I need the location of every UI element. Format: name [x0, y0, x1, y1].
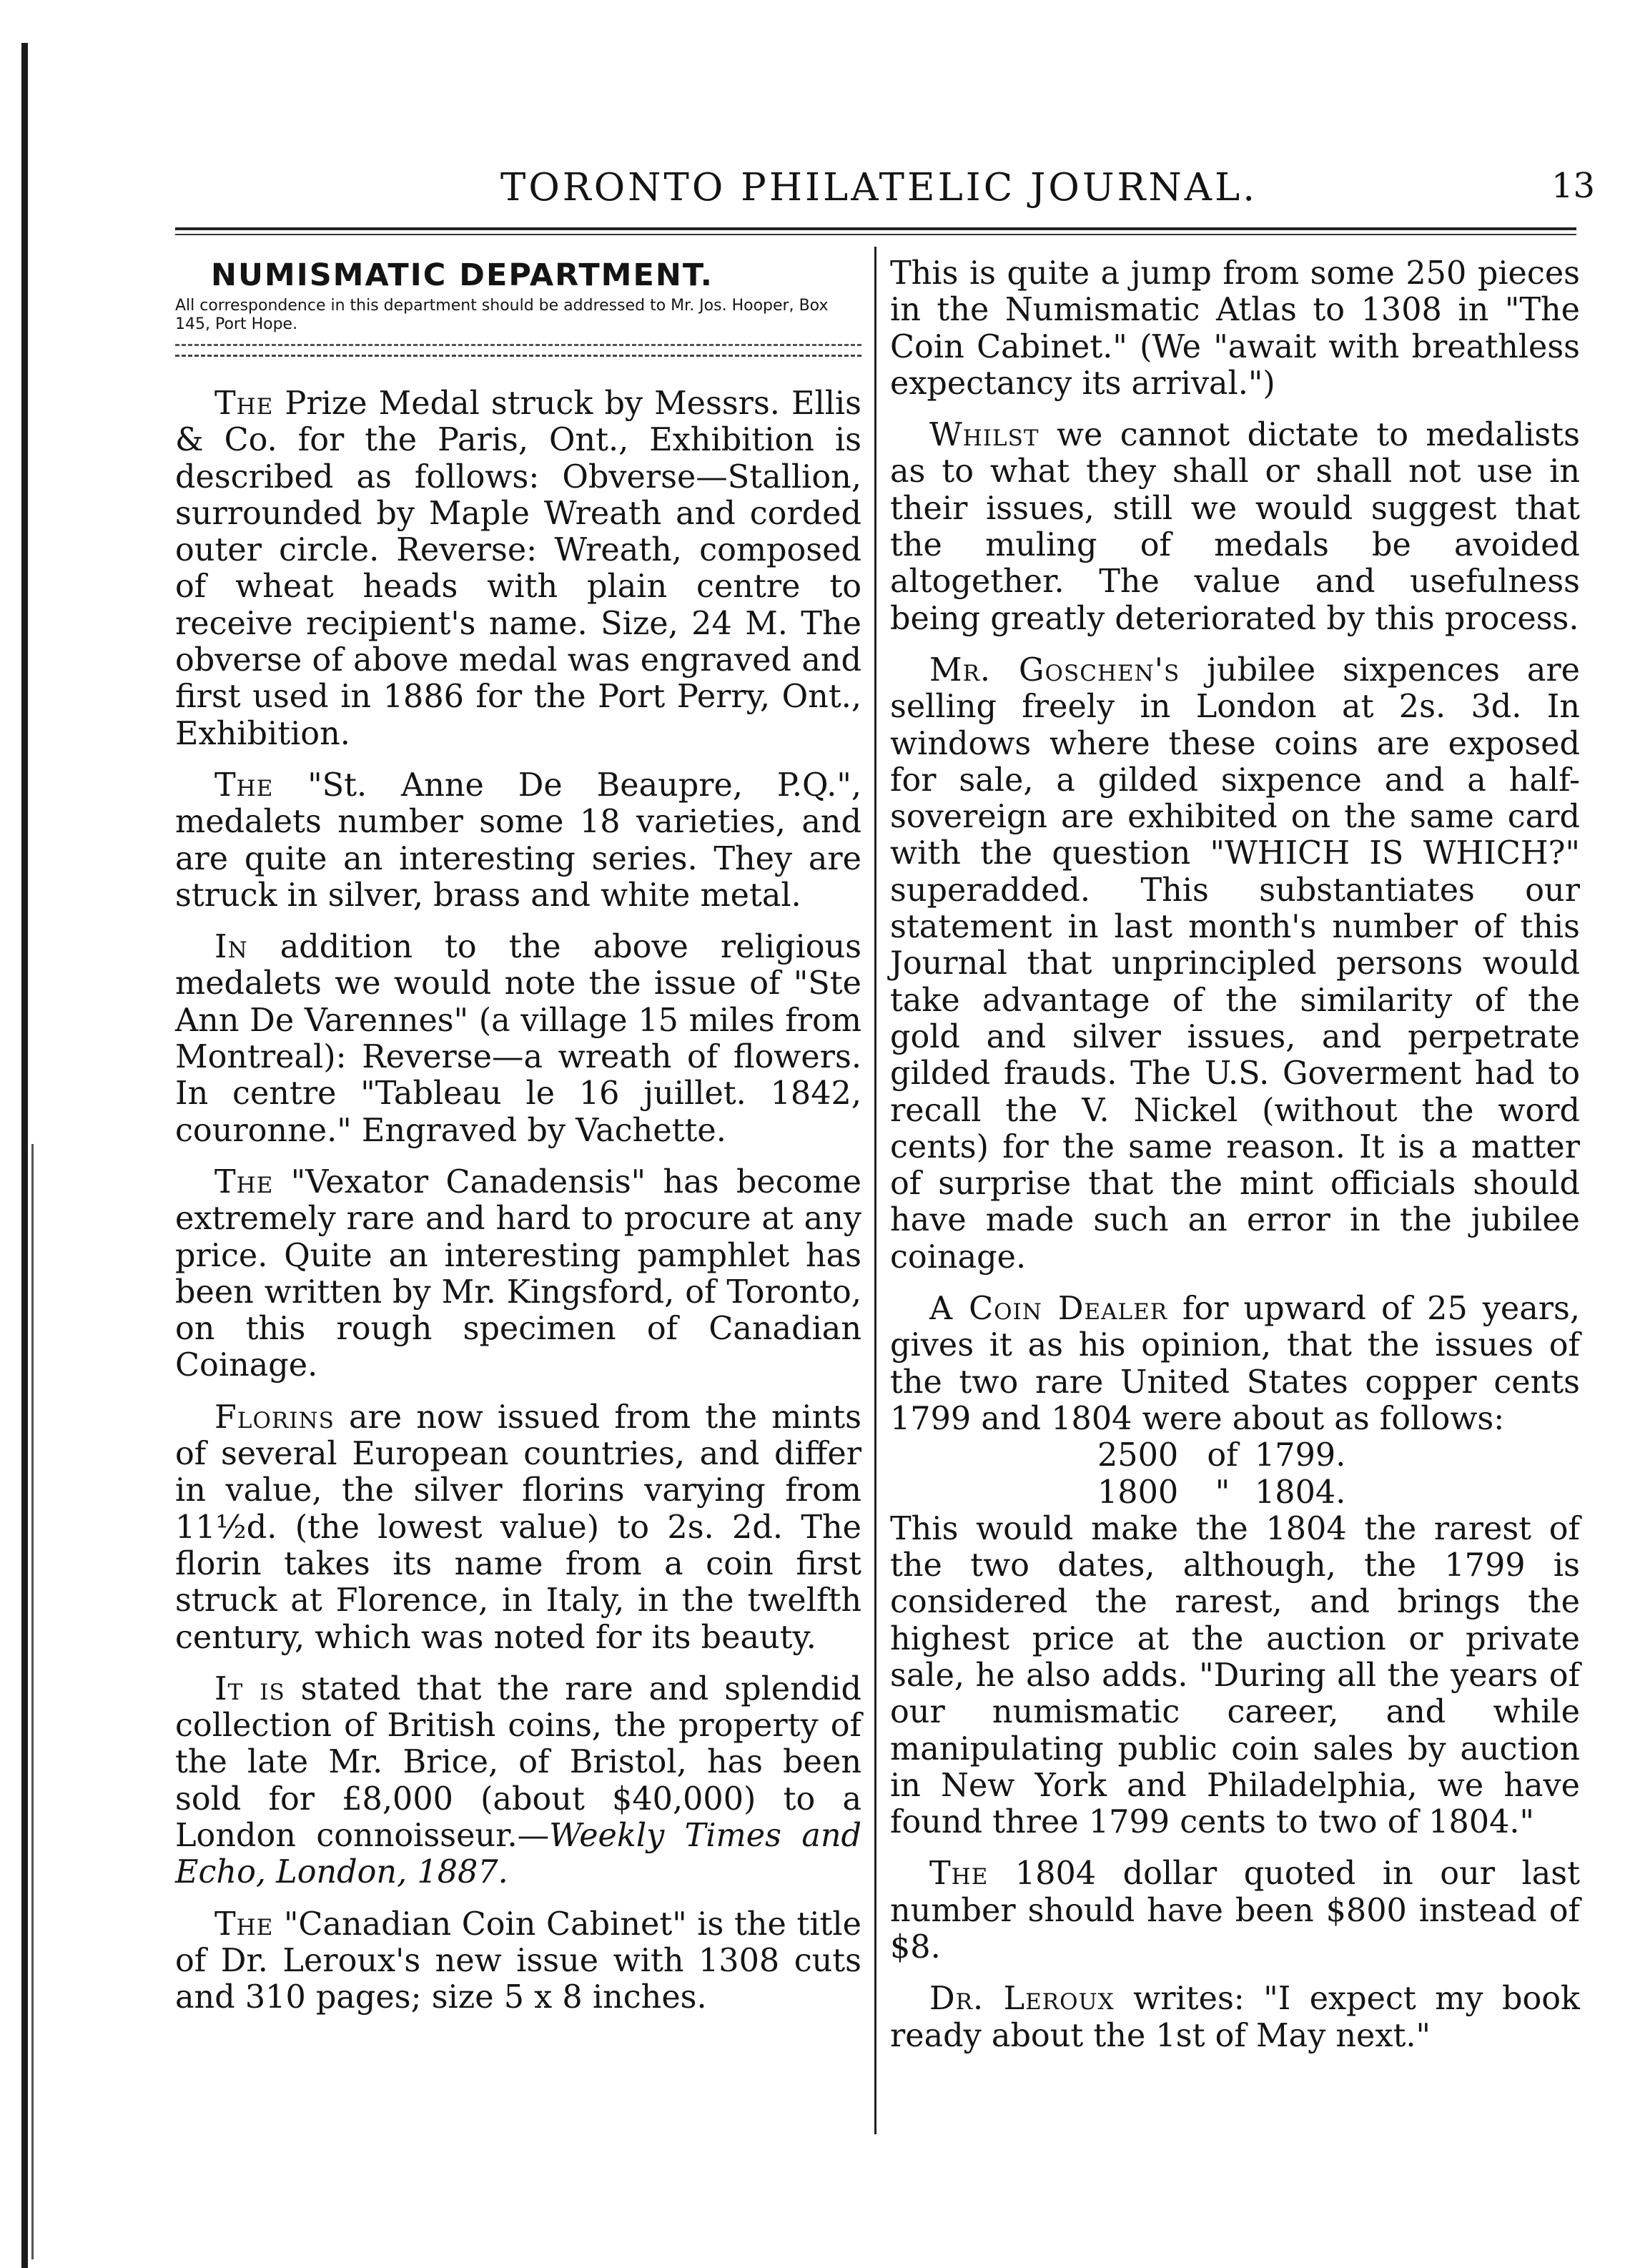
article-text: jubilee sixpences are selling freely in London at 2s. 3d. In windows where these coins are exposed for sale, a gilded sixpence and a half-sovereign are exhibited on the same card with the question "WHICH IS WHICH?" superadded. This substantiates our statement in last month's number of this Journal that unprincipled persons would take advantage of the similarity of the gold and silver issues, and perpetrate gilded frauds. The U.S. Goverment had to recall the V. Nickel (without the word cents) for the same reason. It is a matter of surprise that the mint officials should have made such an error in the jubilee coinage.	[890, 651, 1580, 1276]
lead-word: Dr. Leroux	[929, 1981, 1115, 2018]
mintage-word: "	[1215, 1474, 1230, 1511]
header-rule-thin	[175, 234, 1576, 235]
article-vexator	[175, 1164, 861, 1384]
article-text: "Canadian Coin Cabinet" is the title of Dr. Leroux's new issue with 1308 cuts and 310 pages; size 5 x 8 inches.	[175, 1905, 861, 2016]
article-st-anne	[175, 767, 861, 914]
page-number: 13	[1551, 166, 1596, 206]
article-coin-cabinet	[175, 1906, 861, 2016]
article-text: writes: "I expect my book ready about the 1st of May next."	[890, 1981, 1580, 2054]
article-prize-medal	[175, 385, 861, 752]
article-text: "St. Anne De Beaupre, P.Q.", medalets number some 18 varieties, and are quite an interesting series. They are struck in silver, brass and white metal.	[175, 766, 861, 914]
mintage-count: 1800	[1097, 1474, 1179, 1511]
mintage-year: 1804.	[1255, 1474, 1346, 1511]
article-brice-collection	[175, 1671, 861, 1891]
mintage-count: 2500	[1097, 1437, 1179, 1474]
column-divider	[874, 247, 876, 2134]
lead-word: The	[214, 1163, 274, 1200]
lead-word: The	[214, 385, 274, 422]
dashed-divider	[175, 344, 861, 346]
article-jubilee-sixpences	[890, 652, 1580, 1276]
lead-word: The	[214, 1905, 274, 1943]
article-florins	[175, 1399, 861, 1656]
article-text: "Vexator Canadensis" has become extremely rare and hard to procure at any price. Quite an interesting pamphlet has been written by Mr. Kingsford, of Toronto, on this rough specimen of Canadian Coinage.	[175, 1163, 861, 1384]
article-text: 1804 dollar quoted in our last number should have been $800 instead of $8.	[890, 1855, 1580, 1966]
lead-word: Mr. Goschen's	[929, 651, 1180, 689]
article-religious-medalets	[175, 929, 861, 1149]
article-coin-cabinet-continued: This is quite a jump from some 250 pieces in the Numismatic Atlas to 1308 in "The Coin Cabinet." (We "await with breathless expectancy its arrival.")	[890, 255, 1580, 402]
mintage-row	[890, 1474, 1580, 1511]
article-text: are now issued from the mints of several European countries, and differ in value, the silver florins varying from 11½d. (the lowest value) to 2s. 2d. The florin takes its name from a coin first struck at Florence, in Italy, in the twelfth century, which was noted for its beauty.	[175, 1399, 861, 1656]
lead-word: Whilst	[929, 417, 1039, 454]
header-rule	[175, 227, 1576, 230]
journal-title: TORONTO PHILATELIC JOURNAL.	[500, 166, 1258, 209]
article-coin-dealer-continued: This would make the 1804 the rarest of the two dates, although, the 1799 is considered the rarest, and brings the highest price at the auction or private sale, he also adds. "During all the years of our numismatic career, and while manipulating public coin sales by auction in New York and Philadelphia, we have found three 1799 cents to two of 1804."	[890, 1510, 1580, 1841]
department-heading: NUMISMATIC DEPARTMENT.	[211, 257, 713, 293]
source-credit: Weekly Times and Echo, London, 1887.	[175, 1817, 861, 1891]
lead-word: Florins	[214, 1399, 335, 1436]
lead-word: A Coin Dealer	[929, 1291, 1168, 1328]
left-column	[175, 255, 861, 2031]
article-coin-dealer	[890, 1291, 1580, 1437]
article-leroux	[890, 1981, 1580, 2054]
article-text: addition to the above religious medalets we would note the issue of "Ste Ann De Varennes" (a village 15 miles from Montreal): Reverse—a wreath of flowers. In centre "Tableau le 16 juillet. 1842, couronne." Engraved by Vachette.	[175, 929, 861, 1149]
mintage-table	[890, 1437, 1580, 1511]
page-binding-shadow	[31, 1144, 34, 2259]
mintage-word: of	[1207, 1437, 1238, 1474]
article-text: we cannot dictate to medalists as to what they shall or shall not use in their issues, still we would suggest that the muling of medals be avoided altogether. The value and usefulness being greatly deteriorated by this process.	[890, 417, 1580, 637]
article-muling	[890, 417, 1580, 637]
department-note: All correspondence in this department should be addressed to Mr. Jos. Hooper, Box 145, Port Hope.	[175, 297, 829, 333]
right-column	[890, 255, 1580, 2069]
page-binding-edge	[21, 43, 28, 2268]
mintage-row	[890, 1437, 1580, 1474]
lead-word: In	[214, 929, 248, 966]
article-dollar-correction	[890, 1855, 1580, 1966]
mintage-year: 1799.	[1255, 1437, 1346, 1474]
article-text: for upward of 25 years, gives it as his opinion, that the issues of the two rare United States copper cents 1799 and 1804 were about as follows:	[890, 1291, 1581, 1437]
lead-word: The	[929, 1855, 989, 1893]
article-text: Prize Medal struck by Messrs. Ellis & Co. for the Paris, Ont., Exhibition is described as follows: Obverse—Stallion, surrounded by Maple Wreath and corded outer circle. Reverse: Wreath, composed of wheat heads with plain centre to receive recipient's name. Size, 24 M. The obverse of above medal was engraved and first used in 1886 for the Port Perry, Ont., Exhibition.	[175, 385, 861, 752]
lead-word: It is	[214, 1670, 285, 1707]
lead-word: The	[214, 766, 274, 804]
article-text: stated that the rare and splendid collection of British coins, the property of the late Mr. Brice, of Bristol, has been sold for £8,000 (about $40,000) to a London connoisseur.—	[175, 1670, 861, 1854]
